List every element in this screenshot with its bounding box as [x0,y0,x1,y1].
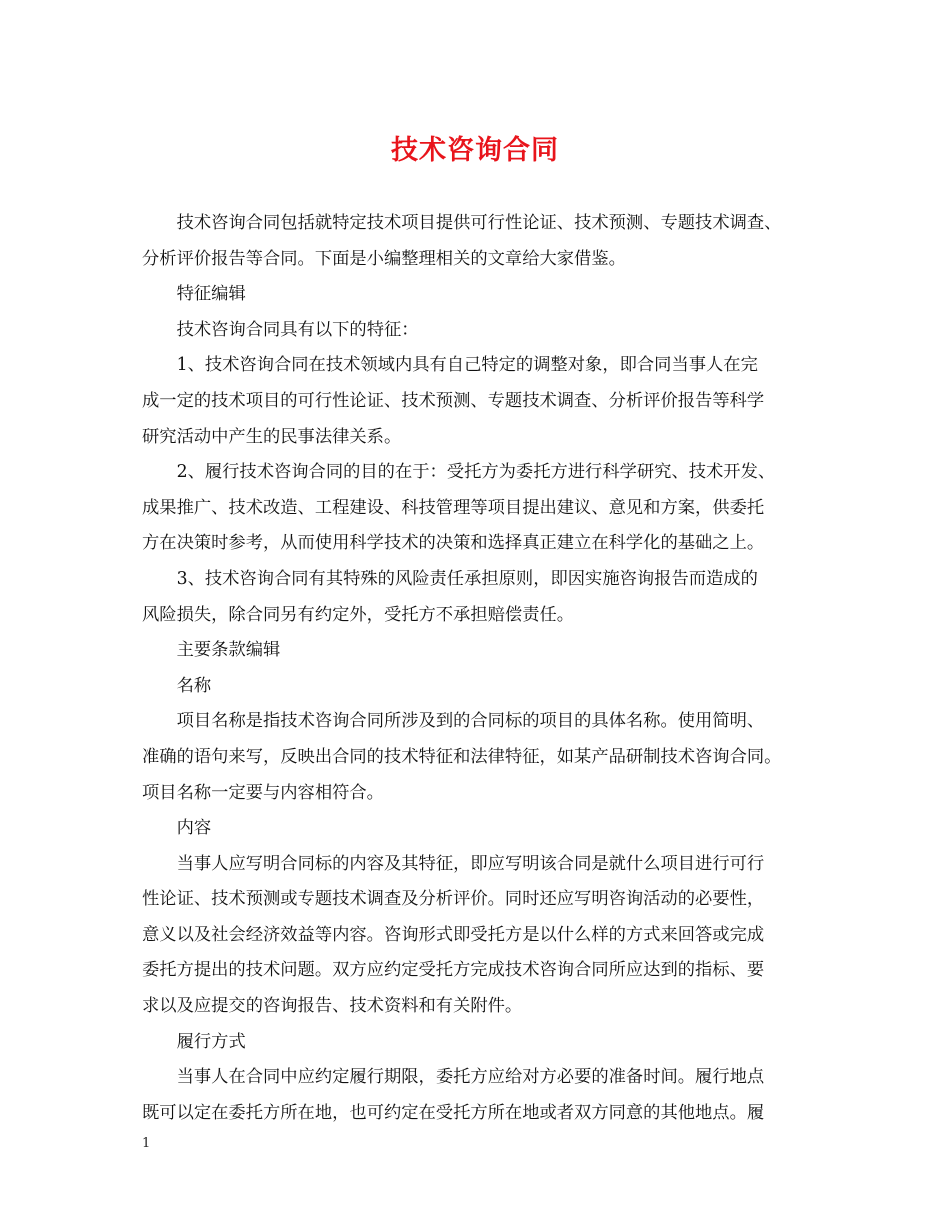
paragraph [142,1025,832,1061]
text-line: 特征编辑 [176,284,246,305]
text-line: 名称 [176,675,212,696]
paragraph [142,277,832,313]
text-line: 求以及应提交的咨询报告、技术资料和有关附件。 [142,996,523,1017]
document-body [142,206,832,1131]
paragraph [142,313,832,349]
paragraph [142,811,832,847]
text-line: 2、履行技术咨询合同的目的在于：受托方为委托方进行科学研究、技术开发、 [176,462,776,483]
text-line: 既可以定在委托方所在地，也可约定在受托方所在地或者双方同意的其他地点。履 [142,1102,765,1123]
text-line: 性论证、技术预测或专题技术调查及分析评价。同时还应写明咨询活动的必要性， [142,889,765,910]
text-line: 当事人应写明合同标的内容及其特征，即应写明该合同是就什么项目进行可行 [176,853,765,874]
paragraph [142,633,832,669]
document-title: 技术咨询合同 [391,135,559,166]
paragraph [142,206,832,277]
text-line: 委托方提出的技术问题。双方应约定受托方完成技术咨询合同所应达到的指标、要 [142,960,765,981]
paragraph [142,669,832,705]
text-line: 主要条款编辑 [176,640,281,661]
text-line: 分析评价报告等合同。下面是小编整理相关的文章给大家借鉴。 [142,248,626,269]
text-line: 风险损失，除合同另有约定外，受托方不承担赔偿责任。 [142,604,575,625]
paragraph [142,704,832,811]
paragraph [142,1060,832,1131]
paragraph [142,847,832,1025]
text-line: 方在决策时参考，从而使用科学技术的决策和选择真正建立在科学化的基础之上。 [142,533,765,554]
text-line: 意义以及社会经济效益等内容。咨询形式即受托方是以什么样的方式来回答或完成 [142,924,765,945]
text-line: 成果推广、技术改造、工程建设、科技管理等项目提出建议、意见和方案，供委托 [142,497,765,518]
text-line: 履行方式 [176,1031,246,1052]
page-number: 1 [142,1136,151,1151]
text-line: 项目名称一定要与内容相符合。 [142,782,384,803]
text-line: 技术咨询合同具有以下的特征： [176,319,419,340]
text-line: 内容 [176,818,212,839]
paragraph [142,455,832,562]
text-line: 1、技术咨询合同在技术领域内具有自己特定的调整对象，即合同当事人在完 [176,355,758,376]
paragraph [142,562,832,633]
paragraph [142,348,832,455]
text-line: 当事人在合同中应约定履行期限，委托方应给对方必要的准备时间。履行地点 [176,1067,765,1088]
text-line: 研究活动中产生的民事法律关系。 [142,426,402,447]
text-line: 技术咨询合同包括就特定技术项目提供可行性论证、技术预测、专题技术调查、 [176,213,782,233]
text-line: 成一定的技术项目的可行性论证、技术预测、专题技术调查、分析评价报告等科学 [142,390,765,411]
text-line: 3、技术咨询合同有其特殊的风险责任承担原则，即因实施咨询报告而造成的 [176,568,758,589]
text-line: 项目名称是指技术咨询合同所涉及到的合同标的项目的具体名称。使用简明、 [176,711,765,732]
text-line: 准确的语句来写，反映出合同的技术特征和法律特征，如某产品研制技术咨询合同。 [142,746,782,767]
